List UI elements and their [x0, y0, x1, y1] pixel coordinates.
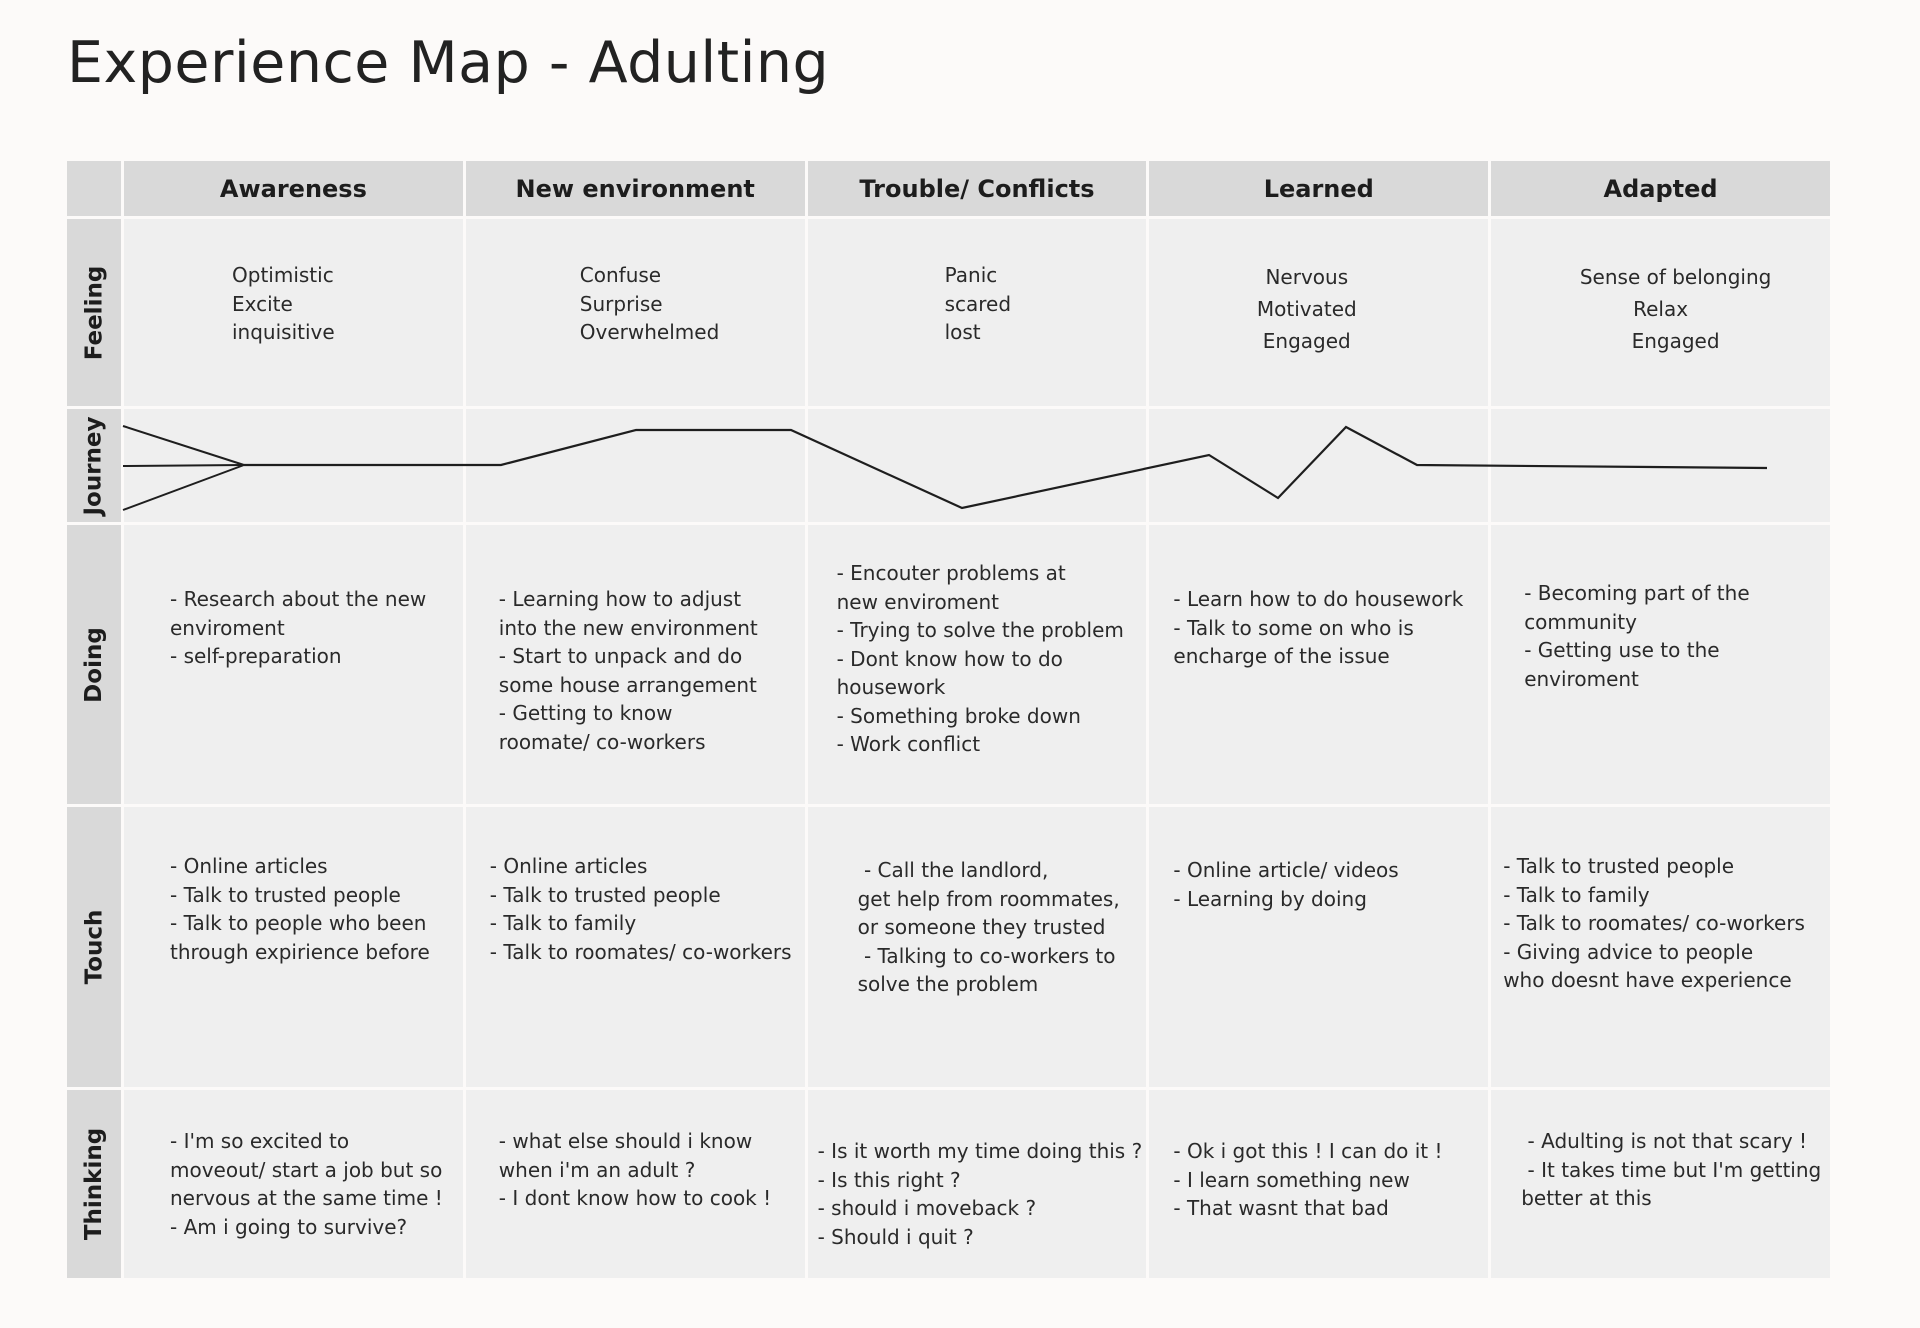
doing-item: encharge of the issue — [1173, 644, 1390, 668]
feeling-item: lost — [944, 320, 981, 344]
feeling-cell-new-environment — [466, 219, 805, 406]
touch-item: - Talk to trusted people — [489, 882, 721, 907]
touch-list — [490, 852, 792, 966]
feeling-cell-trouble-conflicts — [808, 219, 1147, 406]
thinking-item: - Is it worth my time doing this ? — [817, 1139, 1143, 1163]
feeling-item: Surprise — [579, 291, 663, 316]
row-header-touch — [67, 807, 121, 1087]
doing-list — [170, 585, 426, 671]
thinking-cell-adapted — [1491, 1090, 1830, 1278]
experience-map-grid — [67, 161, 1830, 1275]
doing-item: some house arrangement — [498, 672, 757, 697]
doing-item: - Getting use to the — [1524, 638, 1720, 662]
doing-list — [837, 559, 1124, 759]
feeling-item: Engaged — [1631, 329, 1720, 353]
thinking-item: - It takes time but I'm getting — [1521, 1157, 1822, 1182]
feeling-item: Optimistic — [232, 263, 334, 287]
touch-list — [858, 856, 1120, 999]
doing-cell-awareness — [124, 525, 463, 804]
doing-item: enviroment — [1524, 666, 1639, 691]
touch-list — [1503, 852, 1805, 995]
thinking-item: - Ok i got this ! I can do it ! — [1173, 1139, 1443, 1163]
feeling-item: Sense of belonging — [1579, 265, 1772, 289]
journey-cell-awareness — [124, 409, 463, 522]
corner-cell — [67, 161, 121, 216]
thinking-list — [170, 1127, 443, 1241]
doing-item: - Something broke down — [836, 703, 1081, 728]
touch-item: - Online article/ videos — [1173, 858, 1399, 882]
feeling-item: Confuse — [579, 263, 662, 287]
row-label-touch: Touch — [81, 909, 108, 985]
doing-item: - Learning how to adjust — [498, 587, 742, 611]
doing-cell-trouble-conflicts — [808, 525, 1147, 804]
thinking-item: - I dont know how to cook ! — [498, 1186, 772, 1210]
touch-item: who doesnt have experience — [1503, 968, 1792, 992]
touch-cell-learned — [1149, 807, 1488, 1087]
feeling-list — [232, 261, 335, 347]
thinking-item: nervous at the same time ! — [170, 1186, 443, 1210]
feeling-item: Panic — [944, 263, 998, 287]
doing-item: enviroment — [170, 615, 285, 640]
doing-item: - Learn how to do housework — [1173, 587, 1464, 611]
touch-item: solve the problem — [857, 972, 1039, 996]
feeling-cell-awareness — [124, 219, 463, 406]
feeling-item: Motivated — [1256, 297, 1357, 321]
doing-item: - Trying to solve the problem — [836, 618, 1124, 642]
feeling-item: inquisitive — [232, 320, 335, 344]
feeling-list — [1149, 261, 1488, 357]
row-header-feeling — [67, 219, 121, 406]
row-label-journey: Journey — [81, 415, 108, 516]
touch-cell-trouble-conflicts — [808, 807, 1147, 1087]
row-header-thinking — [67, 1090, 121, 1278]
doing-list — [499, 585, 758, 756]
row-label-doing: Doing — [81, 626, 107, 703]
doing-item: - Research about the new — [170, 587, 427, 611]
thinking-item: - I learn something new — [1173, 1167, 1410, 1192]
thinking-item: - Adulting is not that scary ! — [1521, 1129, 1808, 1153]
thinking-cell-trouble-conflicts — [808, 1090, 1147, 1278]
thinking-list — [1173, 1137, 1442, 1223]
touch-item: - Online articles — [489, 854, 648, 878]
thinking-item: when i'm an adult ? — [498, 1157, 696, 1182]
feeling-cell-learned — [1149, 219, 1488, 406]
touch-item: - Talk to family — [1503, 882, 1650, 907]
doing-item: housework — [836, 675, 946, 699]
doing-item: - Getting to know — [498, 701, 673, 725]
thinking-cell-new-environment — [466, 1090, 805, 1278]
touch-item: - Talk to trusted people — [1503, 854, 1735, 878]
doing-cell-learned — [1149, 525, 1488, 804]
row-label-feeling: Feeling — [81, 265, 107, 360]
doing-item: - Start to unpack and do — [498, 644, 743, 668]
thinking-cell-learned — [1149, 1090, 1488, 1278]
thinking-item: - Am i going to survive? — [170, 1214, 408, 1239]
thinking-list — [499, 1127, 771, 1213]
column-header-learned: Learned — [1149, 161, 1488, 216]
thinking-item: moveout/ start a job but so — [170, 1157, 443, 1182]
doing-item: - self-preparation — [170, 644, 342, 668]
doing-cell-adapted — [1491, 525, 1830, 804]
thinking-item: better at this — [1521, 1186, 1652, 1210]
row-header-journey — [67, 409, 121, 522]
touch-cell-adapted — [1491, 807, 1830, 1087]
touch-item: - Learning by doing — [1173, 886, 1367, 911]
thinking-list — [1521, 1127, 1821, 1213]
doing-item: - Talk to some on who is — [1173, 615, 1414, 640]
thinking-item: - I'm so excited to — [170, 1129, 350, 1153]
doing-item: new enviroment — [836, 589, 999, 614]
journey-cell-learned — [1149, 409, 1488, 522]
feeling-cell-adapted — [1491, 219, 1830, 406]
doing-item: - Encouter problems at — [836, 561, 1066, 585]
touch-item: - Giving advice to people — [1503, 939, 1754, 964]
doing-item: - Work conflict — [836, 732, 981, 756]
touch-list — [170, 852, 430, 966]
column-header-adapted: Adapted — [1491, 161, 1830, 216]
touch-item: or someone they trusted — [857, 915, 1106, 939]
thinking-cell-awareness — [124, 1090, 463, 1278]
row-header-doing — [67, 525, 121, 804]
touch-item: - Talk to trusted people — [170, 882, 401, 907]
doing-item: roomate/ co-workers — [498, 729, 706, 754]
feeling-item: scared — [944, 291, 1012, 316]
column-header-trouble-conflicts: Trouble/ Conflicts — [808, 161, 1147, 216]
touch-cell-awareness — [124, 807, 463, 1087]
touch-item: - Talk to roomates/ co-workers — [1503, 911, 1805, 935]
row-label-thinking: Thinking — [81, 1127, 107, 1241]
touch-item: through expirience before — [170, 939, 430, 964]
thinking-list — [818, 1137, 1143, 1251]
doing-cell-new-environment — [466, 525, 805, 804]
journey-cell-adapted — [1491, 409, 1830, 522]
doing-list — [1524, 579, 1749, 693]
feeling-list — [945, 261, 1011, 347]
doing-item: - Dont know how to do — [836, 646, 1063, 671]
feeling-item: Nervous — [1265, 265, 1349, 289]
doing-item: community — [1524, 609, 1637, 634]
doing-item: into the new environment — [498, 615, 758, 640]
touch-item: - Online articles — [170, 854, 328, 878]
thinking-item: - Is this right ? — [817, 1167, 961, 1192]
touch-item: - Talk to family — [489, 911, 637, 935]
feeling-item: Engaged — [1262, 329, 1351, 353]
thinking-item: - That wasnt that bad — [1173, 1196, 1389, 1220]
touch-item: get help from roommates, — [857, 886, 1120, 911]
thinking-item: - Should i quit ? — [817, 1224, 974, 1249]
feeling-item: Excite — [232, 291, 293, 316]
feeling-list — [580, 261, 719, 347]
feeling-item: Relax — [1633, 297, 1689, 321]
touch-item: - Talking to co-workers to — [857, 943, 1116, 968]
touch-cell-new-environment — [466, 807, 805, 1087]
feeling-item: Overwhelmed — [579, 320, 720, 344]
doing-list — [1173, 585, 1463, 671]
touch-item: - Talk to people who been — [170, 911, 427, 935]
touch-item: - Talk to roomates/ co-workers — [489, 939, 792, 964]
touch-list — [1173, 856, 1398, 913]
page-title: Experience Map - Adulting — [67, 30, 830, 96]
touch-item: - Call the landlord, — [857, 858, 1049, 882]
journey-cell-new-environment — [466, 409, 805, 522]
thinking-item: - what else should i know — [498, 1129, 753, 1153]
doing-item: - Becoming part of the — [1524, 581, 1750, 605]
column-header-new-environment: New environment — [466, 161, 805, 216]
journey-cell-trouble-conflicts — [808, 409, 1147, 522]
feeling-list — [1491, 261, 1830, 357]
column-header-awareness: Awareness — [124, 161, 463, 216]
thinking-item: - should i moveback ? — [817, 1196, 1037, 1220]
